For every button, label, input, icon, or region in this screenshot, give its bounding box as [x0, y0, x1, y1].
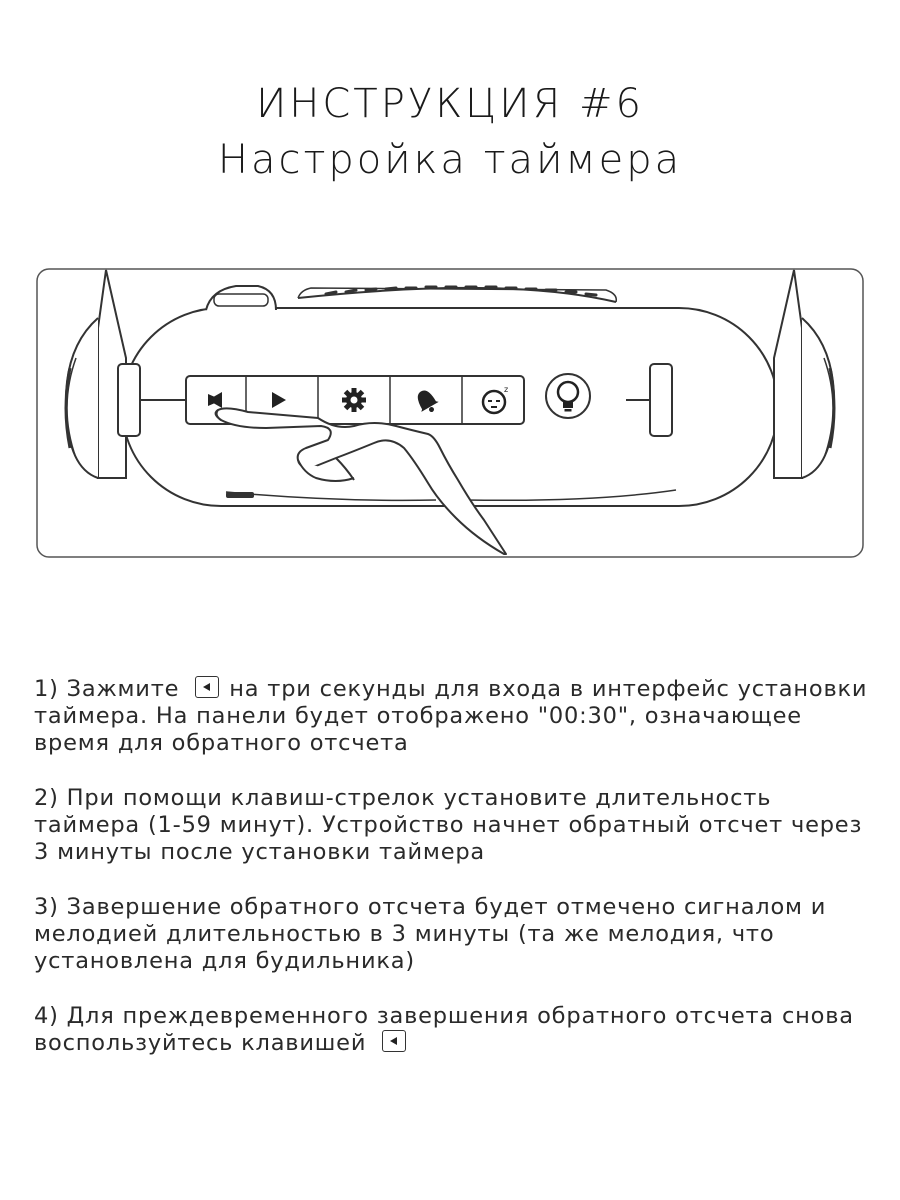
light-bulb-icon: [546, 374, 590, 418]
step-3: 3) Завершение обратного отсчета будет отмечено сигналом и мелодией длительностью в 3 минуты (та же мелодия, что установлена для будильника): [34, 894, 827, 974]
step-1: 1) Зажмите на три секунды для входа в интерфейс установки таймера. На панели будет отображено "00:30", означающее время для обратного отсчета: [34, 676, 868, 756]
header: [0, 78, 900, 186]
page-subtitle: Настройка таймера: [217, 137, 683, 183]
speaker-drawing: [36, 268, 864, 558]
device-illustration: [36, 268, 864, 558]
left-arrow-key-icon: [382, 1030, 406, 1052]
instruction-steps: [34, 676, 874, 1085]
step-2: 2) При помощи клавиш-стрелок установите длительность таймера (1-59 минут). Устройство начнет обратный отсчет через 3 минуты после установки таймера: [34, 785, 863, 865]
step-4: 4) Для преждевременного завершения обратного отсчета снова воспользуйтесь клавишей: [34, 1003, 854, 1056]
gear-icon: [342, 388, 366, 412]
svg-text:z: z: [504, 385, 509, 394]
left-side-cap: [66, 270, 140, 478]
left-arrow-key-icon: [195, 676, 219, 698]
page-title: ИНСТРУКЦИЯ #6: [256, 81, 644, 127]
